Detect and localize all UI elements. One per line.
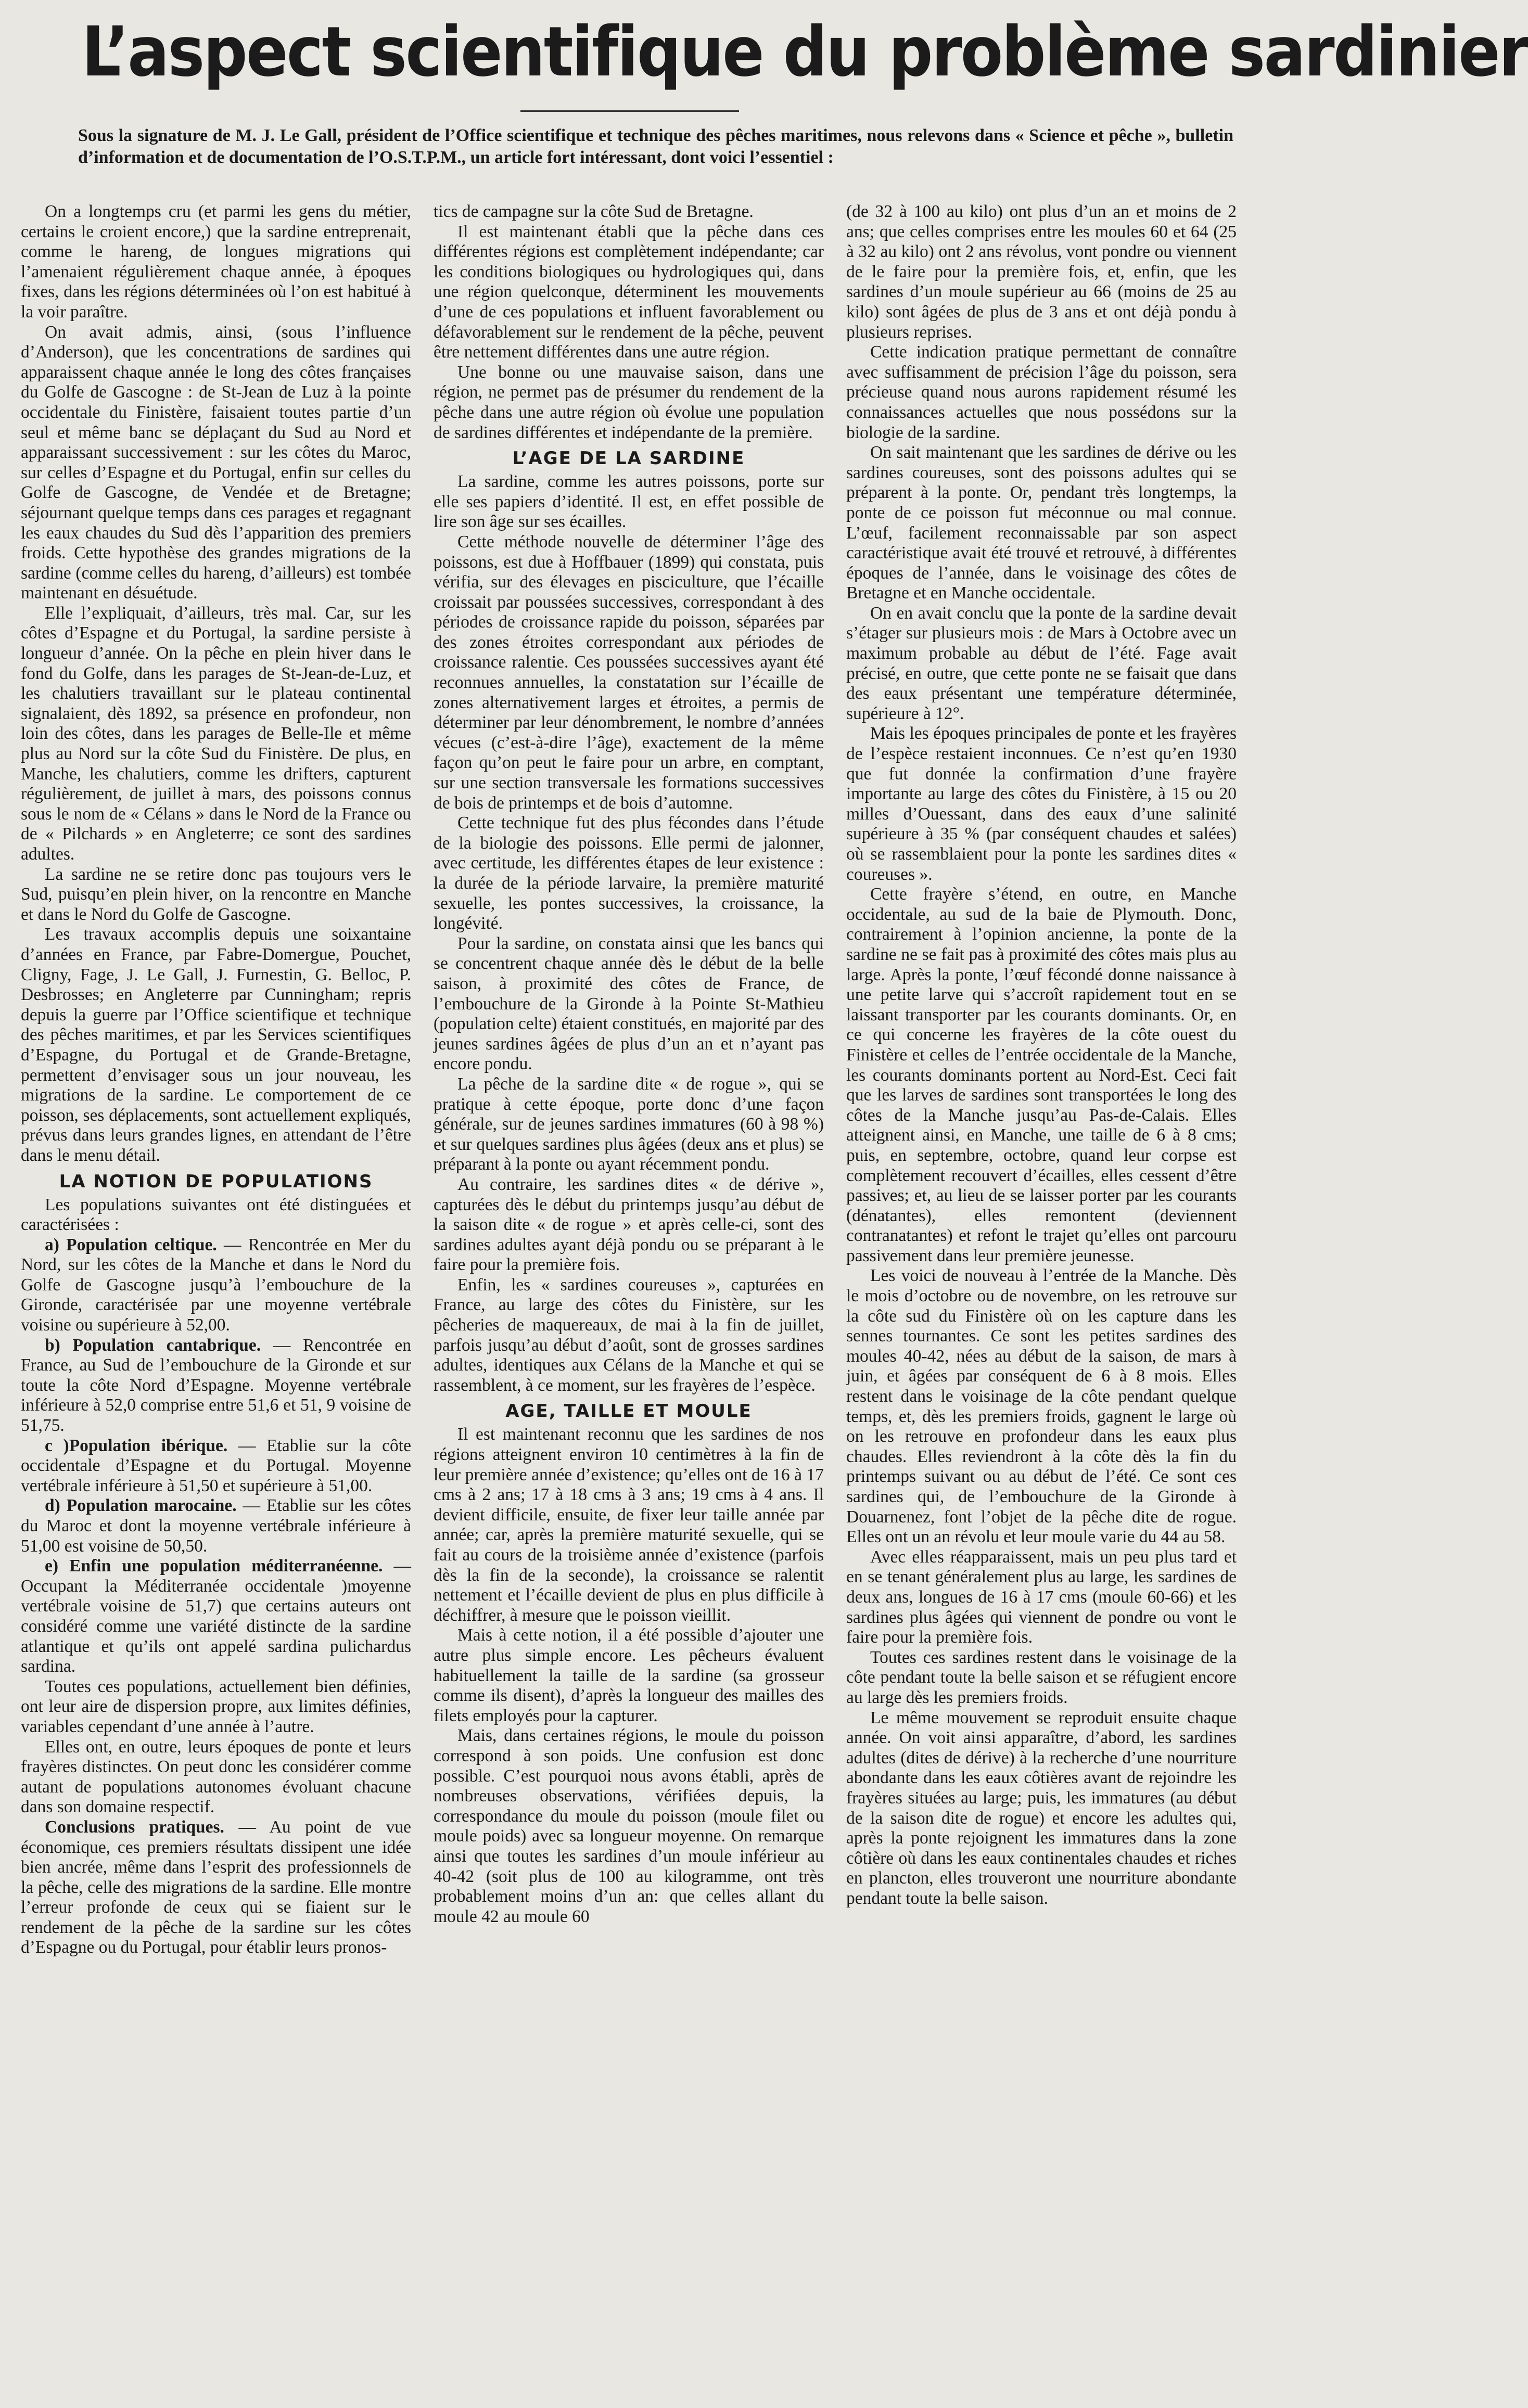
- paragraph: Au contraire, les sardines dites « de dérive », capturées dès le début du printemps jusqu’au début de la saison dite « de rogue » et après celle-ci, sont des sardines adultes ayant déjà pondu ou se préparant à le faire pour la première fois.: [434, 1174, 824, 1275]
- paragraph: La pêche de la sardine dite « de rogue », qui se pratique à cette époque, porte donc d’une façon générale, sur de jeunes sardines immatures (60 à 98 %) et sur quelques sardines plus âgées (deux ans et plus) se préparant à la ponte ou ayant récemment pondu.: [434, 1074, 824, 1174]
- article-intro: Sous la signature de M. J. Le Gall, président de l’Office scientifique et technique des pêches maritimes, nous relevons dans « Science et pêche », bulletin d’information et de documentation de l’O.S.T.P.M., un article fort intéressant, dont voici l’essentiel :: [78, 126, 1233, 167]
- population-text: — Etablie sur la côte occidentale d’Espagne et du Portugal. Moyenne vertébrale inférieure à 51,50 et supérieure à 51,00.: [21, 1436, 411, 1495]
- section-heading: AGE, TAILLE ET MOULE: [505, 1401, 752, 1422]
- title-rule: [520, 110, 739, 112]
- section-heading: LA NOTION DE POPULATIONS: [59, 1171, 373, 1192]
- paragraph: Cette frayère s’étend, en outre, en Manche occidentale, au sud de la baie de Plymouth. Donc, contrairement à l’opinion ancienne, la ponte de la sardine ne se fait pas à proximité des côtes mais plus au large. Après la ponte, l’œuf fécondé donne naissance à une petite larve qui s’accroît rapidement tout en se laissant transporter par les courants dominants. Or, en ce qui concerne les frayères de la côte ouest du Finistère et celles de l’entrée occidentale de la Manche, les courants dominants portent au Nord-Est. Ceci fait que les larves de sardines sont transportées le long des côtes de la Manche jusqu’au Pas-de-Calais. Elles atteignent ainsi, en Manche, une taille de 6 à 8 cms; puis, en septembre, octobre, quand leur corpse est complètement recouvert d’écailles, elles cessent d’être passives; et, au lieu de se laisser porter par les courants (dénatantes), elles remontent (deviennent contranatantes) et refont le trajet qu’elles ont parcouru passivement dans leur première jeunesse.: [846, 885, 1237, 1265]
- paragraph: Elle l’expliquait, d’ailleurs, très mal. Car, sur les côtes d’Espagne et du Portugal, la sardine persiste à longueur d’année. On la pêche en plein hiver dans le fond du Golfe, dans les parages de St-Jean-de-Luz, et les chalutiers travaillant sur le plateau continental signalaient, dès 1892, sa présence en profondeur, non loin des côtes, dans les parages de Belle-Ile et même plus au Nord sur la côte Sud du Finistère. De plus, en Manche, les chalutiers, comme les drifters, capturent régulièrement, de juillet à mars, des poissons connus sous le nom de « Célans » dans le Nord de la France ou de « Pilchards » en Angleterre; ce sont des sardines adultes.: [21, 603, 411, 864]
- paragraph: Les populations suivantes ont été distinguées et caractérisées :: [21, 1195, 411, 1235]
- population-label: d) Population marocaine.: [45, 1496, 237, 1516]
- column-2: [434, 202, 824, 2403]
- paragraph: [21, 1235, 411, 1336]
- population-label: b) Population cantabrique.: [45, 1335, 261, 1355]
- population-text: — Rencontrée en Mer du Nord, sur les côtes de la Manche et dans le Nord du Golfe de Gascogne jusqu’à l’embouchure de la Gironde, caractérisée par une moyenne vertébrale voisine ou supérieure à 52,00.: [21, 1235, 411, 1335]
- paragraph: On en avait conclu que la ponte de la sardine devait s’étager sur plusieurs mois : de Mars à Octobre avec un maximum probable au début de l’été. Fage avait précisé, en outre, que cette ponte ne se faisait que dans des eaux présentant une température déterminée, supérieure à 12°.: [846, 603, 1237, 723]
- paragraph: On avait admis, ainsi, (sous l’influence d’Anderson), que les concentrations de sardines qui apparaissent chaque année le long des côtes françaises du Golfe de Gascogne : de St-Jean de Luz à la pointe occidentale du Finistère, faisaient toutes partie d’un seul et même banc se déplaçant du Sud au Nord et apparaissant successivement : sur les côtes du Maroc, sur celles d’Espagne et du Portugal, enfin sur celles du Golfe de Gascogne, de Vendée et de Bretagne; séjournant quelque temps dans ces parages et regagnant les eaux chaudes du Sud dès l’apparition des premiers froids. Cette hypothèse des grandes migrations de la sardine (comme celles du hareng, d’ailleurs) est tombée maintenant en désuétude.: [21, 322, 411, 603]
- paragraph: Mais, dans certaines régions, le moule du poisson correspond à son poids. Une confusion est donc possible. C’est pourquoi nous avons établi, après de nombreuses observations, vérifiées depuis, la correspondance du moule du poisson (moule filet ou moule poids) avec sa longueur moyenne. On remarque ainsi que toutes les sardines d’un moule inférieur au 40-42 (soit plus de 100 au kilogramme, ont très probablement moins d’un an: que celles allant du moule 42 au moule 60: [434, 1726, 824, 1926]
- conclusions-label: Conclusions pratiques.: [45, 1817, 224, 1837]
- paragraph: Cette méthode nouvelle de déterminer l’âge des poissons, est due à Hoffbauer (1899) qui constata, puis vérifia, sur des élevages en pisciculture, que l’écaille croissait par poussées successives, correspondant à des périodes de croissance rapide du poisson, séparées par des zones étroites correspondant aux périodes de croissance ralentie. Ces poussées successives ayant été reconnues annuelles, la constatation sur l’écaille de zones alternativement larges et étroites, a permis de déterminer par leur dénombrement, le nombre d’années vécues (c’est-à-dire l’âge), exactement de la même façon qu’on peut le faire pour un arbre, en comptant, sur une section transversale les formations successives de bois de printemps et de bois d’automne.: [434, 532, 824, 813]
- paragraph: On a longtemps cru (et parmi les gens du métier, certains le croient encore,) que la sardine entreprenait, comme le hareng, de longues migrations qui l’amenaient régulièrement chaque année, à époques fixes, dans les régions déterminées où l’on est habitué à la voir paraître.: [21, 202, 411, 322]
- paragraph: Une bonne ou une mauvaise saison, dans une région, ne permet pas de présumer du rendement de la pêche dans une autre région où évolue une population de sardines différentes et indépendante de la première.: [434, 362, 824, 442]
- paragraph: Les travaux accomplis depuis une soixantaine d’années en France, par Fabre-Domergue, Pouchet, Cligny, Fage, J. Le Gall, J. Furnestin, G. Belloc, P. Desbrosses; en Angleterre par Cunningham; repris depuis la guerre par l’Office scientifique et technique des pêches maritimes, et par les Services scientifiques d’Espagne, du Portugal et de Grande-Bretagne, permettent d’envisager sous un jour nouveau, les migrations de la sardine. Le comportement de ce poisson, ses déplacements, sont actuellement expliqués, prévus dans leurs grandes lignes, en attendant de l’être dans le menu détail.: [21, 925, 411, 1165]
- paragraph: [21, 1556, 411, 1677]
- paragraph: [21, 1496, 411, 1556]
- paragraph: La sardine, comme les autres poissons, porte sur elle ses papiers d’identité. Il est, en effet possible de lire son âge sur ses écailles.: [434, 472, 824, 532]
- paragraph: Le même mouvement se reproduit ensuite chaque année. On voit ainsi apparaître, d’abord, les sardines adultes (dites de dérive) à la recherche d’une nourriture abondante dans les eaux côtières avant de rejoindre les frayères situées au large; puis, les immatures (au début de la saison dite de rogue) et encore les adultes qui, après la ponte rejoignent les immatures dans la zone côtière où dans les eaux continentales chaudes et riches en plancton, elles trouveront une nourriture abondante pendant toute la belle saison.: [846, 1708, 1237, 1908]
- population-label: a) Population celtique.: [45, 1235, 217, 1254]
- population-text: — Rencontrée en France, au Sud de l’embouchure de la Gironde et sur toute la côte Nord d’Espagne. Moyenne vertébrale inférieure à 52,0 comprise entre 51,6 et 51, 9 voisine de 51,75.: [21, 1335, 411, 1436]
- paragraph: Il est maintenant reconnu que les sardines de nos régions atteignent environ 10 centimètres à la fin de leur première année d’existence; qu’elles ont de 16 à 17 cms à 2 ans; 17 à 18 cms à 3 ans; 19 cms à 4 ans. Il devient difficile, ensuite, de fixer leur taille année par année; car, après la première maturité sexuelle, qui se fait au cours de la troisième année d’existence (parfois dès la fin de la seconde), la croissance se ralentit nettement et l’écaille devient de plus en plus difficile à déchiffrer, à mesure que le poisson vieillit.: [434, 1425, 824, 1625]
- paragraph: Elles ont, en outre, leurs époques de ponte et leurs frayères distinctes. On peut donc les considérer comme autant de populations autonomes évoluant chacune dans son domaine respectif.: [21, 1737, 411, 1817]
- paragraph: Toutes ces sardines restent dans le voisinage de la côte pendant toute la belle saison et se réfugient encore au large dès les premiers froids.: [846, 1647, 1237, 1707]
- population-label: e) Enfin une population méditerranéenne.: [45, 1556, 383, 1576]
- paragraph: [21, 1436, 411, 1496]
- paragraph: [21, 1817, 411, 1958]
- paragraph: Mais les époques principales de ponte et les frayères de l’espèce restaient inconnues. Ce n’est qu’en 1930 que fut donnée la confirmation d’une frayère importante au large des côtes du Finistère, à 15 ou 20 milles d’Ouessant, dans des eaux d’une salinité supérieure à 35 % (par conséquent chaudes et salées) où se rassemblaient pour la ponte les sardines dites « coureuses ».: [846, 724, 1237, 884]
- paragraph: [21, 1336, 411, 1436]
- paragraph: Il est maintenant établi que la pêche dans ces différentes régions est complètement indépendante; car les conditions biologiques ou hydrologiques qui, dans une région quelconque, déterminent les mouvements d’une de ces populations et influent favorablement ou défavorablement sur le rendement de la pêche, peuvent être nettement différentes dans une autre région.: [434, 222, 824, 362]
- paragraph: (de 32 à 100 au kilo) ont plus d’un an et moins de 2 ans; que celles comprises entre les moules 60 et 64 (25 à 32 au kilo) ont 2 ans révolus, vont pondre ou viennent de le faire pour la première fois, et, enfin, que les sardines d’un moule supérieur au 66 (moins de 25 au kilo) sont âgées de plus de 3 ans et ont déjà pondu à plusieurs reprises.: [846, 202, 1237, 342]
- column-1: [21, 202, 411, 2403]
- population-text: — Etablie sur les côtes du Maroc et dont la moyenne vertébrale inférieure à 51,00 est voisine de 50,50.: [21, 1496, 411, 1556]
- paragraph: Toutes ces populations, actuellement bien définies, ont leur aire de dispersion propre, aux limites définies, variables cependant d’une année à l’autre.: [21, 1676, 411, 1736]
- paragraph: La sardine ne se retire donc pas toujours vers le Sud, puisqu’en plein hiver, on la rencontre en Manche et dans le Nord du Golfe de Gascogne.: [21, 864, 411, 924]
- paragraph: Cette indication pratique permettant de connaître avec suffisamment de précision l’âge du poisson, sera précieuse quand nous aurons rapidement résumé les connaissances actuelles que nous possédons sur la biologie de la sardine.: [846, 342, 1237, 442]
- paragraph: Mais à cette notion, il a été possible d’ajouter une autre plus simple encore. Les pêcheurs évaluent habituellement la taille de la sardine (sa grosseur comme ils disent), d’après la longueur des mailles des filets employés pour la capturer.: [434, 1625, 824, 1725]
- column-3: [846, 202, 1237, 2403]
- paragraph: Avec elles réapparaissent, mais un peu plus tard et en se tenant généralement plus au large, les sardines de deux ans, longues de 16 à 17 cms (moule 60-66) et les sardines plus âgées qui viennent de pondre ou vont le faire pour la première fois.: [846, 1547, 1237, 1647]
- population-label: c )Population ibérique.: [45, 1436, 228, 1455]
- paragraph: Pour la sardine, on constata ainsi que les bancs qui se concentrent chaque année dès le début de la belle saison, à proximité des côtes de France, de l’embouchure de la Gironde à la Pointe St-Mathieu (population celte) étaient constitués, en majorité par des jeunes sardines âgées de plus d’un an et n’ayant pas encore pondu.: [434, 933, 824, 1074]
- population-text: — Occupant la Méditerranée occidentale )moyenne vertébrale voisine de 51,7) que certains auteurs ont considéré comme une variété distincte de la sardine atlantique et qu’ils ont appelé sardina pulichardus sardina.: [21, 1556, 411, 1676]
- section-heading: L’AGE DE LA SARDINE: [512, 448, 745, 469]
- paragraph: Enfin, les « sardines coureuses », capturées en France, au large des côtes du Finistère, sur les pêcheries de maquereaux, de mai à la fin de juillet, parfois jusqu’au début d’août, sont de grosses sardines adultes, identiques aux Célans de la Manche et qui se rassemblent, à ce moment, sur les frayères de l’espèce.: [434, 1275, 824, 1395]
- paragraph: Cette technique fut des plus fécondes dans l’étude de la biologie des poissons. Elle permi de jalonner, avec certitude, les différentes étapes de leur existence : la durée de la période larvaire, la première maturité sexuelle, les pontes successives, la croissance, la longévité.: [434, 813, 824, 933]
- paragraph: Les voici de nouveau à l’entrée de la Manche. Dès le mois d’octobre ou de novembre, on les retrouve sur la côte sud du Finistère où on les capture dans les sennes tournantes. Ce sont les petites sardines des moules 40-42, nées au début de la saison, de mars à juin, et âgées par conséquent de 6 à 8 mois. Elles restent dans le voisinage de la côte pendant quelque temps, et, dès les premiers froids, gagnent le large où on les retrouve en profondeur dans les eaux plus chaudes. Elles reviendront à la côte dès la fin du printemps suivant ou au début de l’été. Ce sont ces sardines qui, de l’embouchure de la Gironde à Douarnenez, font l’objet de la pêche dite de rogue. Elles ont un an révolu et leur moule varie du 44 au 58.: [846, 1266, 1237, 1547]
- paragraph: tics de campagne sur la côte Sud de Bretagne.: [434, 202, 754, 221]
- paragraph: On sait maintenant que les sardines de dérive ou les sardines coureuses, sont des poissons adultes qui se préparent à la ponte. Or, pendant très longtemps, la ponte de ce poisson fut méconnue ou mal connue. L’œuf, facilement reconnaissable par son aspect caractéristique avait été trouvé et retrouvé, à différentes époques de l’année, dans le voisinage des côtes de Bretagne et en Manche occidentale.: [846, 443, 1237, 603]
- article-title: L’aspect scientifique du problème sardinier: [82, 12, 1528, 92]
- conclusions-text: — Au point de vue économique, ces premiers résultats dissipent une idée bien ancrée, même dans l’esprit des professionnels de la pêche, celle des migrations de la sardine. Elle montre l’erreur profonde de ceux qui se fiaient sur le rendement de la pêche de la sardine sur les côtes d’Espagne ou du Portugal, pour établir leurs pronos-: [21, 1817, 412, 1957]
